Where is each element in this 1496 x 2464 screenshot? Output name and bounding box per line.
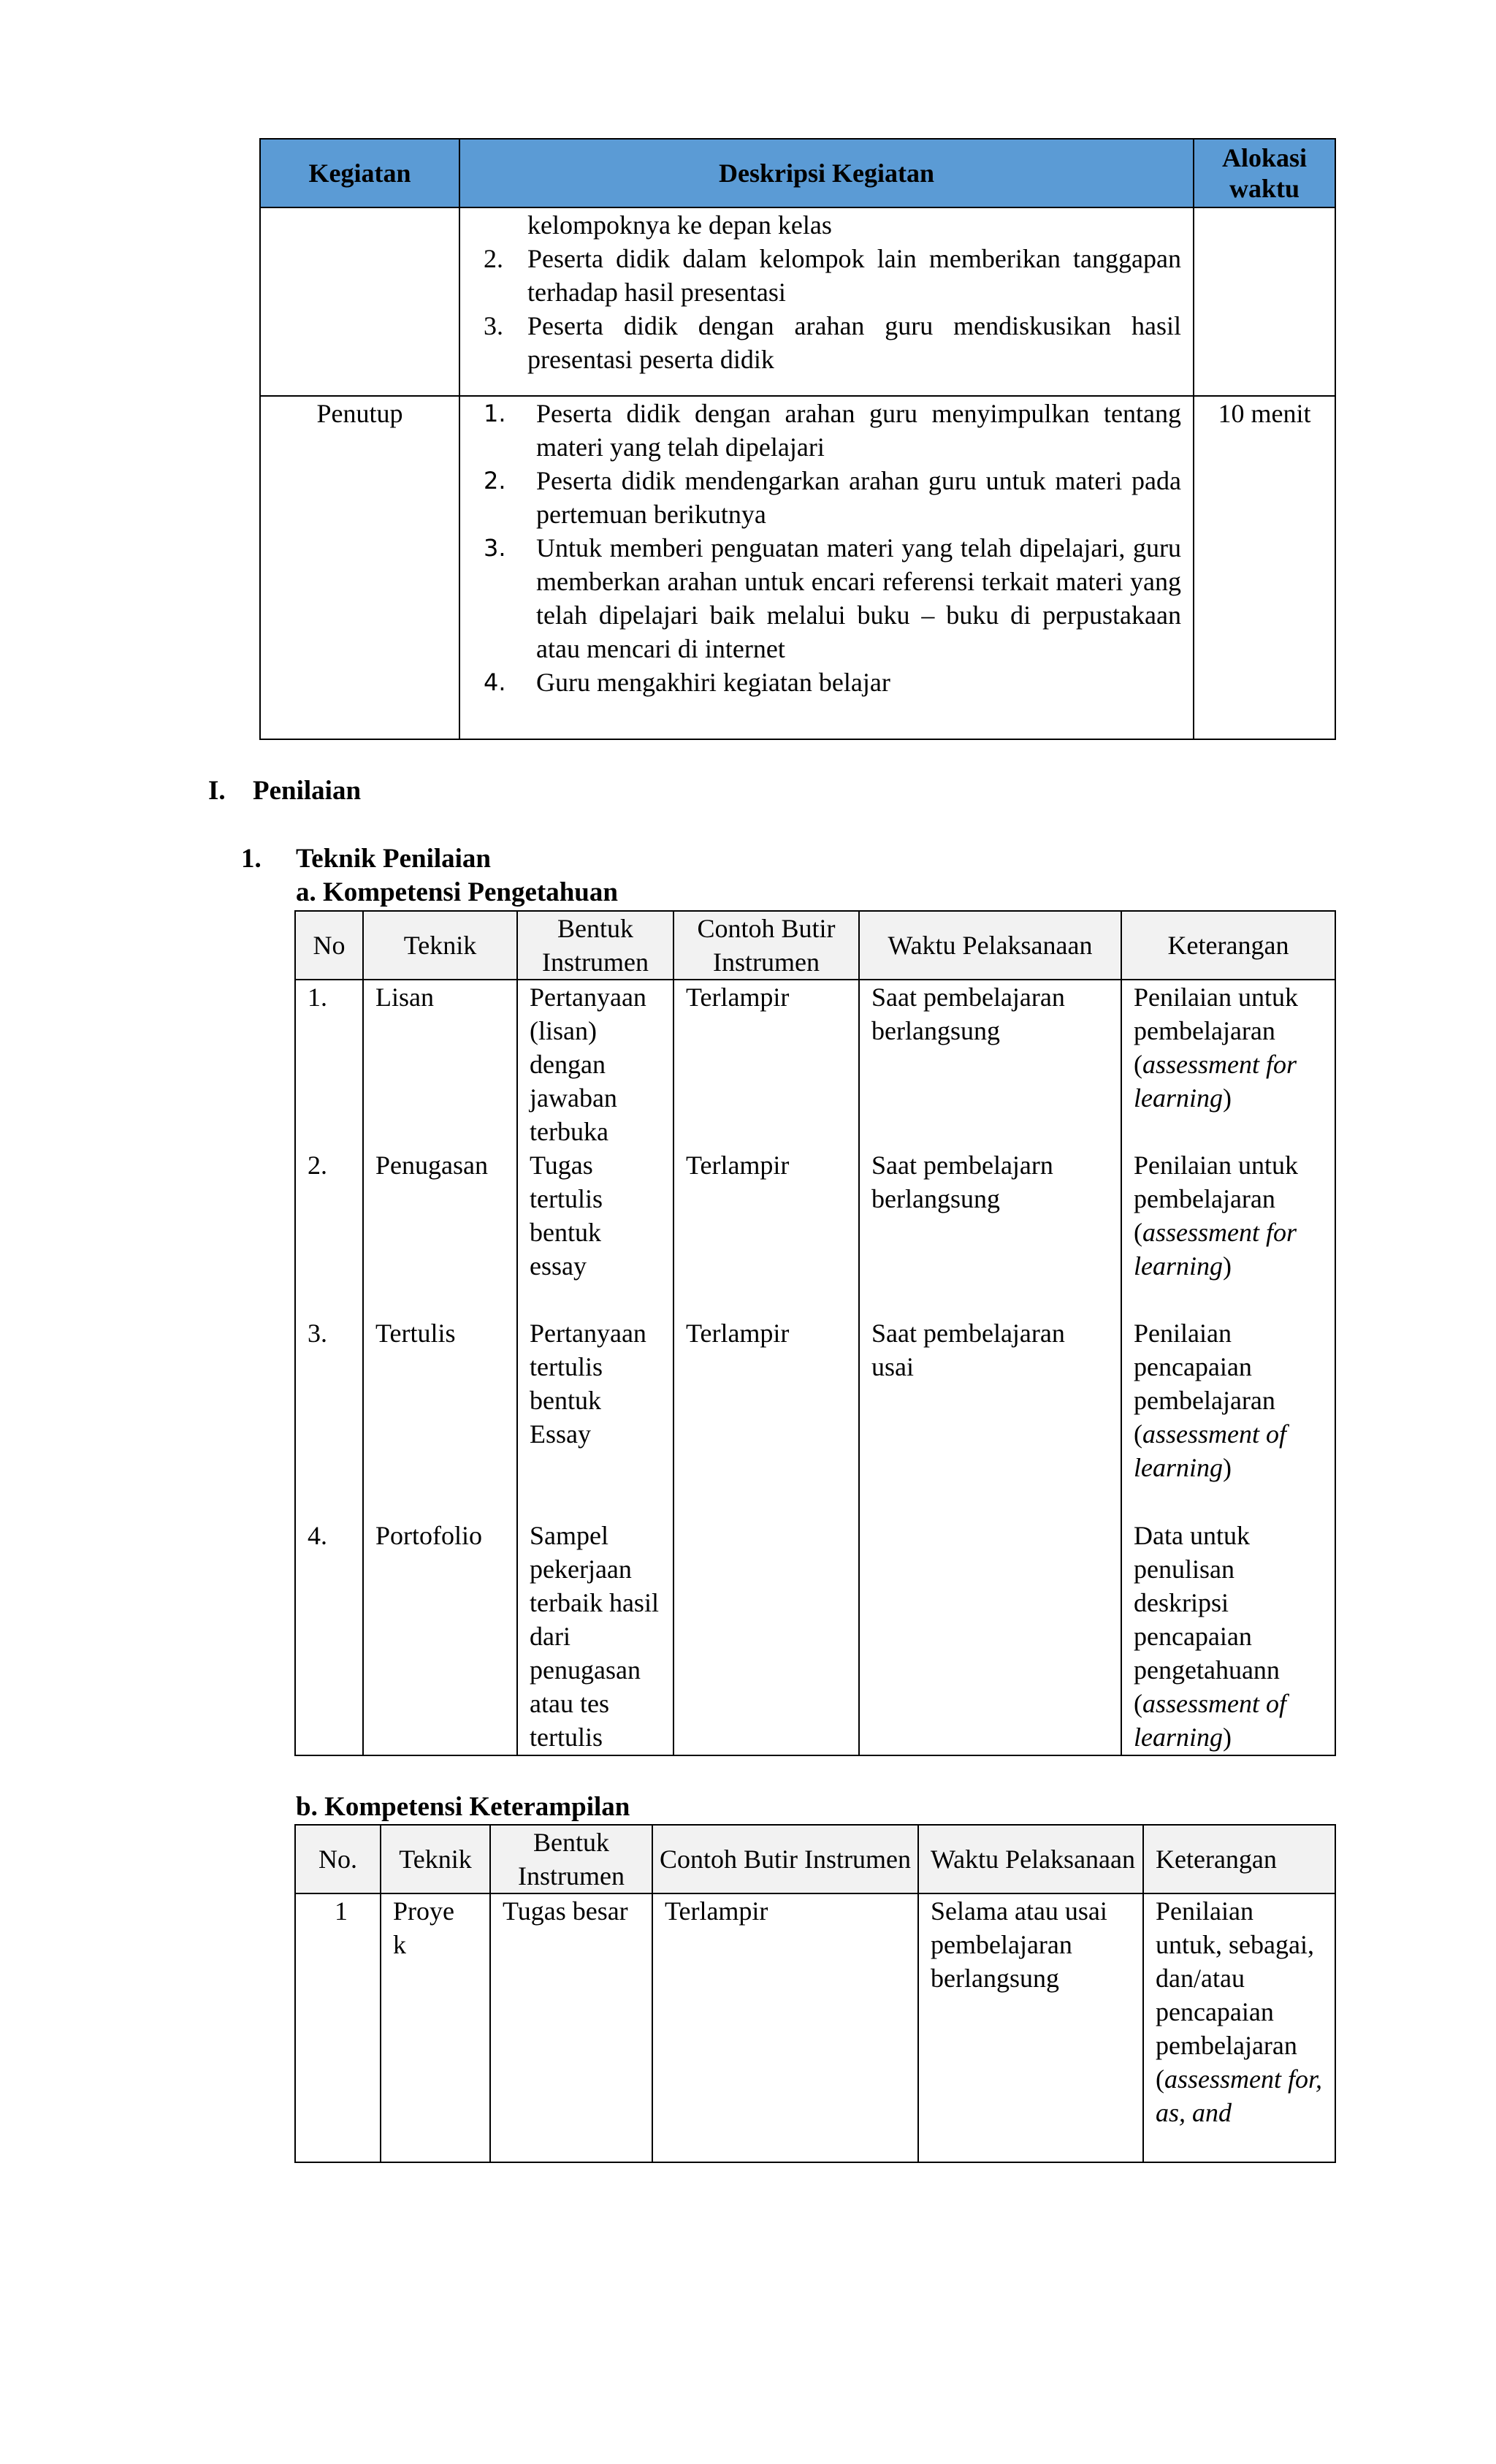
ket-text: Penilaian untuk pembelajaran ( — [1134, 983, 1298, 1079]
ket-italic: assessment for, as, and — [1156, 2064, 1323, 2127]
cell-bentuk: Sampel pekerjaan terbaik hasil dari penugasan atau tes tertulis — [517, 1519, 673, 1755]
item-text: Untuk memberi penguatan materi yang telah dipelajari, guru memberkan arahan untuk encari referensi terkait materi yang telah dipelajari baik melalui buku – buku di perpustakaan atau mencari di internet — [536, 533, 1181, 663]
cell-contoh — [673, 1519, 859, 1755]
item-number: 2. — [484, 467, 506, 495]
cell-keterangan — [1121, 980, 1335, 1148]
ket-close: ) — [1223, 1083, 1232, 1113]
header-waktu: Waktu Pelaksanaan — [918, 1825, 1143, 1893]
header-alokasi: Alokasi waktu — [1194, 139, 1335, 207]
description-list — [484, 397, 1181, 699]
cell-bentuk: Pertanyaan (lisan) dengan jawaban terbuka — [517, 980, 673, 1148]
item-text: Peserta didik dengan arahan guru mendiskusikan hasil presentasi peserta didik — [527, 311, 1181, 374]
item-number: 4. — [484, 668, 506, 696]
list-item — [484, 665, 1181, 699]
header-bentuk: Bentuk Instrumen — [517, 911, 673, 980]
cell-waktu — [859, 1519, 1121, 1755]
activity-row-penutup — [260, 396, 1335, 739]
list-item — [484, 397, 1181, 464]
ket-text: Data untuk penulisan deskripsi pencapaian pengetahuann ( — [1134, 1521, 1280, 1718]
ket-close: ) — [1223, 1453, 1232, 1482]
ket-close: ) — [1223, 1251, 1232, 1281]
table-row — [295, 1316, 1335, 1519]
header-kegiatan: Kegiatan — [260, 139, 459, 207]
cell-keterangan — [1121, 1316, 1335, 1519]
list-item — [484, 309, 1181, 376]
description-cell — [459, 207, 1194, 396]
cell-keterangan — [1121, 1148, 1335, 1316]
header-bentuk: Bentuk Instrumen — [490, 1825, 652, 1893]
description-list — [484, 242, 1181, 376]
cell-teknik: Lisan — [363, 980, 517, 1148]
section-b-heading: b. Kompetensi Keterampilan — [296, 1792, 630, 1822]
item-number: 3. — [484, 534, 506, 562]
item-number: 3. — [484, 311, 503, 340]
header-contoh: Contoh Butir Instrumen — [652, 1825, 918, 1893]
skills-table-header — [295, 1825, 1335, 1893]
ket-text: Penilaian untuk pembelajaran ( — [1134, 1151, 1298, 1247]
activity-cell: Penutup — [260, 396, 459, 739]
cell-no: 1 — [295, 1893, 381, 2162]
item-text: Guru mengakhiri kegiatan belajar — [536, 668, 890, 697]
cell-waktu: Selama atau usai pembelajaran berlangsung — [918, 1893, 1143, 2162]
header-deskripsi: Deskripsi Kegiatan — [459, 139, 1194, 207]
header-no: No — [295, 911, 363, 980]
skills-table — [294, 1824, 1336, 2163]
cell-no: 4. — [295, 1519, 363, 1755]
cell-no: 2. — [295, 1148, 363, 1316]
header-teknik: Teknik — [363, 911, 517, 980]
cell-no: 1. — [295, 980, 363, 1148]
item-text: Peserta didik mendengarkan arahan guru untuk materi pada pertemuan berikutnya — [536, 466, 1181, 529]
cell-no: 3. — [295, 1316, 363, 1519]
cell-waktu: Saat pembelajarn berlangsung — [859, 1148, 1121, 1316]
section-title: Teknik Penilaian — [296, 844, 491, 874]
ket-close: ) — [1223, 1723, 1232, 1752]
cell-keterangan — [1143, 1893, 1335, 2162]
ket-italic: assessment for learning — [1134, 1218, 1297, 1281]
section-number: 1. — [241, 844, 262, 874]
continuation-text: kelompoknya ke depan kelas — [527, 210, 832, 240]
knowledge-table-header — [295, 911, 1335, 980]
section-title: Penilaian — [253, 776, 362, 806]
cell-teknik: Penugasan — [363, 1148, 517, 1316]
activity-table — [259, 138, 1336, 740]
list-item — [484, 464, 1181, 531]
cell-keterangan — [1121, 1519, 1335, 1755]
header-teknik: Teknik — [381, 1825, 490, 1893]
time-cell: 10 menit — [1194, 396, 1335, 739]
ket-italic: assessment for learning — [1134, 1050, 1297, 1113]
activity-row-continued — [260, 207, 1335, 396]
ket-italic: assessment of learning — [1134, 1689, 1286, 1752]
cell-contoh: Terlampir — [673, 980, 859, 1148]
cell-teknik: Tertulis — [363, 1316, 517, 1519]
cell-waktu: Saat pembelajaran berlangsung — [859, 980, 1121, 1148]
table-row — [295, 980, 1335, 1148]
header-keterangan: Keterangan — [1143, 1825, 1335, 1893]
ket-text: Penilaian pencapaian pembelajaran ( — [1134, 1319, 1275, 1449]
item-text: Peserta didik dengan arahan guru menyimpulkan tentang materi yang telah dipelajari — [536, 399, 1181, 462]
time-cell — [1194, 207, 1335, 396]
header-keterangan: Keterangan — [1121, 911, 1335, 980]
knowledge-table — [294, 910, 1336, 1756]
table-row — [295, 1148, 1335, 1316]
activity-cell — [260, 207, 459, 396]
activity-table-header — [260, 139, 1335, 207]
item-number: 1. — [484, 400, 506, 427]
item-number: 2. — [484, 244, 503, 273]
header-no: No. — [295, 1825, 381, 1893]
list-item — [484, 242, 1181, 309]
table-row — [295, 1519, 1335, 1755]
section-1-heading — [241, 842, 491, 876]
description-cell — [459, 396, 1194, 739]
ket-text: Penilaian untuk, sebagai, dan/atau pencapaian pembelajaran ( — [1156, 1896, 1314, 2094]
header-waktu: Waktu Pelaksanaan — [859, 911, 1121, 980]
cell-bentuk: Tugas besar — [490, 1893, 652, 2162]
section-a-heading: a. Kompetensi Pengetahuan — [296, 877, 618, 907]
item-text: Peserta didik dalam kelompok lain memberikan tanggapan terhadap hasil presentasi — [527, 244, 1181, 307]
list-item — [484, 531, 1181, 665]
cell-contoh: Terlampir — [673, 1148, 859, 1316]
ket-italic: assessment of learning — [1134, 1419, 1286, 1482]
cell-teknik: Proye k — [381, 1893, 490, 2162]
cell-bentuk: Tugas tertulis bentuk essay — [517, 1148, 673, 1316]
cell-waktu: Saat pembelajaran usai — [859, 1316, 1121, 1519]
cell-teknik: Portofolio — [363, 1519, 517, 1755]
section-i-heading — [208, 774, 361, 808]
cell-bentuk: Pertanyaan tertulis bentuk Essay — [517, 1316, 673, 1519]
cell-contoh: Terlampir — [673, 1316, 859, 1519]
cell-contoh: Terlampir — [652, 1893, 918, 2162]
table-row — [295, 1893, 1335, 2162]
header-contoh: Contoh Butir Instrumen — [673, 911, 859, 980]
section-number: I. — [208, 776, 226, 806]
